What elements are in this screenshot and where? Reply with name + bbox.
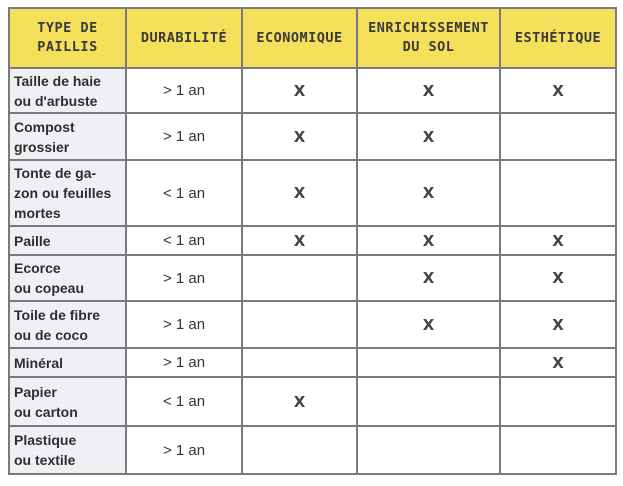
cell-durability: > 1 an bbox=[126, 255, 242, 301]
cell-economique bbox=[242, 426, 357, 474]
cell-type: Compost grossier bbox=[9, 113, 126, 160]
cell-esthetique bbox=[500, 426, 616, 474]
cell-type: Papier ou carton bbox=[9, 377, 126, 426]
table-body bbox=[9, 68, 616, 474]
cell-esthetique: X bbox=[500, 68, 616, 113]
header-durability: DURABILITÉ bbox=[126, 8, 242, 68]
cell-durability: < 1 an bbox=[126, 377, 242, 426]
cell-economique bbox=[242, 301, 357, 348]
cell-enrichissement: X bbox=[357, 160, 500, 226]
table-row bbox=[9, 426, 616, 474]
cell-durability: < 1 an bbox=[126, 226, 242, 255]
cell-economique bbox=[242, 348, 357, 377]
cell-enrichissement bbox=[357, 377, 500, 426]
cell-type: Paille bbox=[9, 226, 126, 255]
cell-economique: X bbox=[242, 226, 357, 255]
header-type: TYPE DE PAILLIS bbox=[9, 8, 126, 68]
cell-durability: > 1 an bbox=[126, 301, 242, 348]
cell-esthetique: X bbox=[500, 255, 616, 301]
cell-enrichissement: X bbox=[357, 301, 500, 348]
cell-esthetique: X bbox=[500, 301, 616, 348]
table-row bbox=[9, 226, 616, 255]
cell-type: Toile de fibre ou de coco bbox=[9, 301, 126, 348]
cell-esthetique: X bbox=[500, 226, 616, 255]
header-enrichissement: ENRICHISSEMENT DU SOL bbox=[357, 8, 500, 68]
table-row bbox=[9, 348, 616, 377]
cell-economique: X bbox=[242, 160, 357, 226]
cell-enrichissement: X bbox=[357, 113, 500, 160]
table-row bbox=[9, 68, 616, 113]
cell-type: Taille de haie ou d'arbuste bbox=[9, 68, 126, 113]
cell-durability: > 1 an bbox=[126, 113, 242, 160]
cell-economique: X bbox=[242, 113, 357, 160]
cell-durability: > 1 an bbox=[126, 68, 242, 113]
table-row bbox=[9, 113, 616, 160]
cell-durability: > 1 an bbox=[126, 426, 242, 474]
cell-economique bbox=[242, 255, 357, 301]
cell-enrichissement: X bbox=[357, 255, 500, 301]
header-esthetique: ESTHÉTIQUE bbox=[500, 8, 616, 68]
cell-esthetique bbox=[500, 113, 616, 160]
header-row bbox=[9, 8, 616, 68]
cell-esthetique bbox=[500, 377, 616, 426]
cell-economique: X bbox=[242, 68, 357, 113]
cell-type: Minéral bbox=[9, 348, 126, 377]
cell-durability: > 1 an bbox=[126, 348, 242, 377]
cell-economique: X bbox=[242, 377, 357, 426]
cell-type: Tonte de ga- zon ou feuilles mortes bbox=[9, 160, 126, 226]
mulch-comparison-table bbox=[8, 7, 617, 475]
cell-enrichissement bbox=[357, 426, 500, 474]
table-row bbox=[9, 377, 616, 426]
table-header bbox=[9, 8, 616, 68]
cell-durability: < 1 an bbox=[126, 160, 242, 226]
cell-esthetique: X bbox=[500, 348, 616, 377]
cell-enrichissement: X bbox=[357, 68, 500, 113]
table-row bbox=[9, 255, 616, 301]
table-row bbox=[9, 301, 616, 348]
cell-enrichissement: X bbox=[357, 226, 500, 255]
header-economique: ECONOMIQUE bbox=[242, 8, 357, 68]
cell-enrichissement bbox=[357, 348, 500, 377]
cell-type: Ecorce ou copeau bbox=[9, 255, 126, 301]
table-row bbox=[9, 160, 616, 226]
mulch-comparison-table-container bbox=[8, 7, 617, 475]
cell-esthetique bbox=[500, 160, 616, 226]
cell-type: Plastique ou textile bbox=[9, 426, 126, 474]
